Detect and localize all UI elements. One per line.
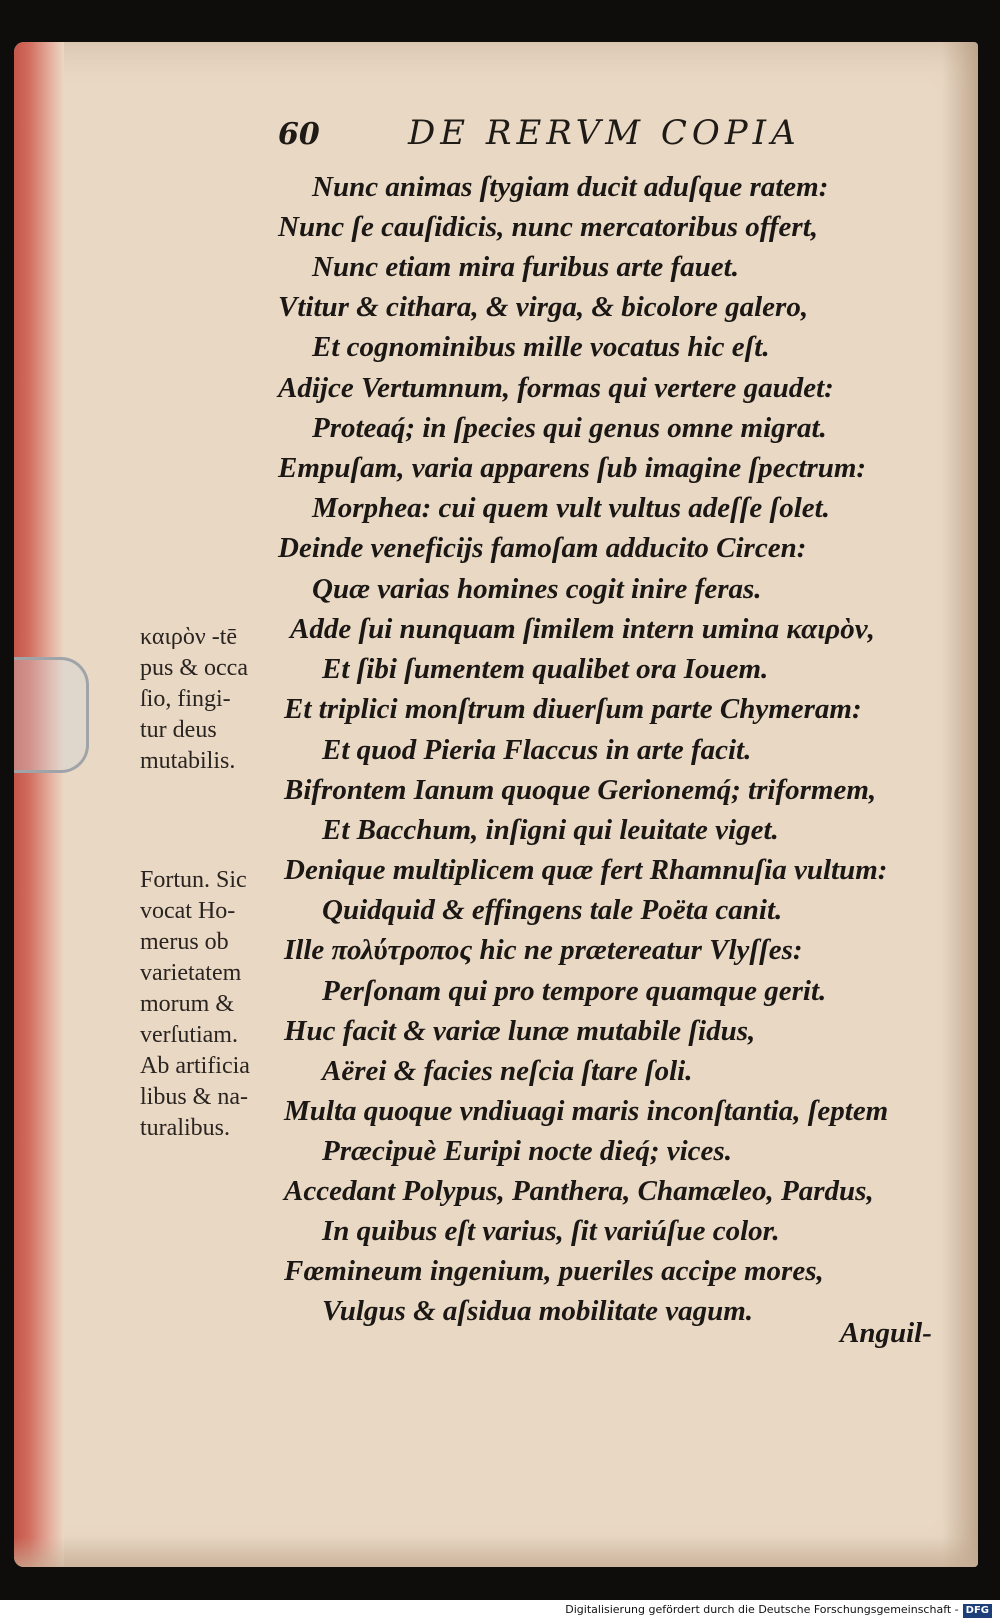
- running-title: DE RERVM COPIA: [408, 113, 801, 153]
- dfg-logo: DFG: [963, 1604, 992, 1618]
- verse-line: Et quod Pieria Flaccus in arte facit.: [322, 734, 752, 766]
- verse-line: Nunc ſe cauſidicis, nunc mercatoribus offert,: [278, 211, 818, 243]
- verse-line: Bifrontem Ianum quoque Gerionemq́; triformem,: [284, 774, 877, 806]
- verse-line: Et cognominibus mille vocatus hic eſt.: [312, 331, 770, 363]
- page-gutter-shadow: [942, 42, 978, 1567]
- verse-line: Vtitur & cithara, & virga, & bicolore galero,: [278, 291, 809, 323]
- verse-line: Ille πολύτροπος hic ne prætereatur Vlyſſes:: [284, 934, 803, 966]
- folio-number: 60: [278, 117, 320, 152]
- verse-line: Fœmineum ingenium, pueriles accipe mores,: [284, 1255, 824, 1287]
- page-bottom-edge: [14, 1537, 978, 1567]
- page-clip: [14, 657, 89, 773]
- verse-line: Perſonam qui pro tempore quamque gerit.: [322, 975, 827, 1007]
- verse-line: Adde ſui nunquam ſimilem intern umina καιρὸν,: [290, 613, 875, 645]
- verse-line: Nunc etiam mira furibus arte fauet.: [312, 251, 739, 283]
- verse-line: Et triplici monſtrum diuerſum parte Chymeram:: [284, 693, 862, 725]
- red-page-edge: [14, 42, 64, 1567]
- page-header: [278, 113, 898, 161]
- verse-line: Morphea: cui quem vult vultus adeſſe ſolet.: [312, 492, 830, 524]
- margin-note-kairos: καιρὸν -tē pus & occa ſio, fingi- tur deus mutabilis.: [140, 624, 248, 774]
- verse-line: Vulgus & aſsidua mobilitate vagum.: [322, 1295, 754, 1327]
- verse-line: Et ſibi ſumentem qualibet ora Iouem.: [322, 653, 769, 685]
- verse-line: Accedant Polypus, Panthera, Chamæleo, Pardus,: [284, 1175, 874, 1207]
- verse-line: In quibus eſt varius, ſit variúſue color.: [322, 1215, 780, 1247]
- verse-line: Præcipuè Euripi nocte dieq́; vices.: [322, 1135, 732, 1167]
- verse-line: Multa quoque vndiuagi maris inconſtantia, ſeptem: [284, 1095, 889, 1127]
- verse-line: Deinde veneficijs famoſam adducito Circen:: [278, 532, 807, 564]
- verse-line: Quæ varias homines cogit inire feras.: [312, 573, 762, 605]
- verse-line: Denique multiplicem quæ fert Rhamnuſia vultum:: [284, 854, 888, 886]
- verse-line: Proteaq́; in ſpecies qui genus omne migrat.: [312, 412, 827, 444]
- verse-line: Nunc animas ſtygiam ducit aduſque ratem:: [312, 171, 829, 203]
- verse-line: Empuſam, varia apparens ſub imagine ſpectrum:: [278, 452, 867, 484]
- margin-note-fortune: Fortun. Sic vocat Ho- merus ob varietatem morum & verſutiam. Ab artificia libus & na- turalibus.: [140, 867, 250, 1141]
- verse-line: Quidquid & effingens tale Poëta canit.: [322, 894, 783, 926]
- verse-line: Aërei & facies neſcia ſtare ſoli.: [322, 1055, 693, 1087]
- verse-line: Huc facit & variæ lunæ mutabile ſidus,: [284, 1015, 756, 1047]
- catchword: Anguil-: [840, 1317, 932, 1349]
- footer-credit: Digitalisierung gefördert durch die Deutsche Forschungsgemeinschaft -: [565, 1603, 959, 1616]
- digitization-footer: [0, 1600, 1000, 1620]
- verse-line: Et Bacchum, inſigni qui leuitate viget.: [322, 814, 779, 846]
- verse-line: Adijce Vertumnum, formas qui vertere gaudet:: [278, 372, 834, 404]
